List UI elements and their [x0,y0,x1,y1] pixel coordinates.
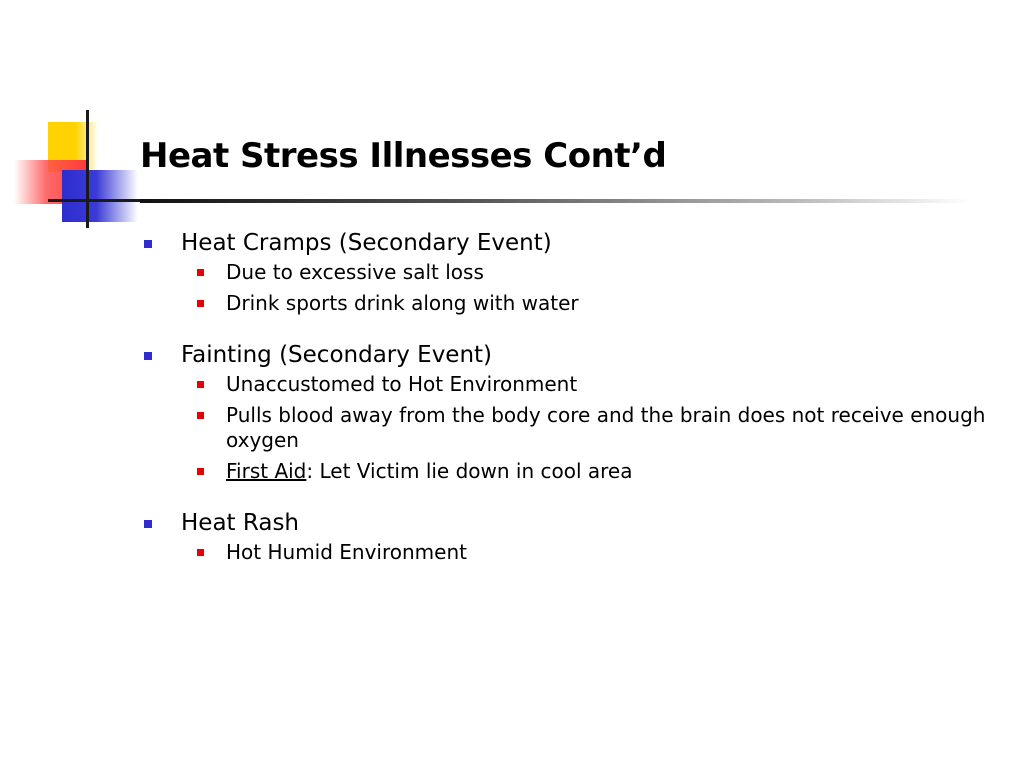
logo-horizontal-line [48,199,140,202]
sub-bullet-text: Due to excessive salt loss [226,260,484,284]
sub-bullet-list [181,372,1010,484]
bullet-list [140,228,1010,565]
sub-bullet-text: Hot Humid Environment [226,540,467,564]
square-bullet-icon [197,269,204,276]
bullet-text: Heat Cramps (Secondary Event) [181,230,552,256]
logo-vertical-line [86,110,89,228]
first-aid-label: First Aid [226,459,307,483]
square-bullet-icon [144,240,152,248]
sub-bullet-text: Unaccustomed to Hot Environment [226,372,578,396]
square-bullet-icon [197,381,204,388]
blue-square-shape [62,170,138,222]
square-bullet-icon [144,520,152,528]
bullet-item-heat-cramps [140,228,1010,316]
sub-bullet-list [181,540,1010,565]
sub-bullet-item [181,540,1010,565]
sub-bullet-item [181,291,1010,316]
sub-bullet-text-first-aid [226,459,1010,484]
square-bullet-icon [197,300,204,307]
decorative-squares-logo-icon [0,0,140,240]
title-divider [140,199,970,203]
sub-bullet-item [181,260,1010,285]
sub-bullet-item [181,372,1010,397]
sub-bullet-item [181,403,1010,453]
sub-bullet-list [181,260,1010,316]
bullet-text: Fainting (Secondary Event) [181,342,493,368]
square-bullet-icon [197,468,204,475]
sub-bullet-text: Drink sports drink along with water [226,291,579,315]
square-bullet-icon [197,412,204,419]
first-aid-text: : Let Victim lie down in cool area [306,459,633,483]
bullet-text: Heat Rash [181,510,299,536]
slide-title: Heat Stress Illnesses Cont’d [140,136,667,176]
bullet-item-fainting [140,340,1010,484]
bullet-content [140,228,1010,589]
bullet-item-heat-rash [140,508,1010,565]
square-bullet-icon [197,549,204,556]
sub-bullet-item [181,459,1010,484]
sub-bullet-text: Pulls blood away from the body core and the brain does not receive enough oxygen [226,403,986,452]
square-bullet-icon [144,352,152,360]
